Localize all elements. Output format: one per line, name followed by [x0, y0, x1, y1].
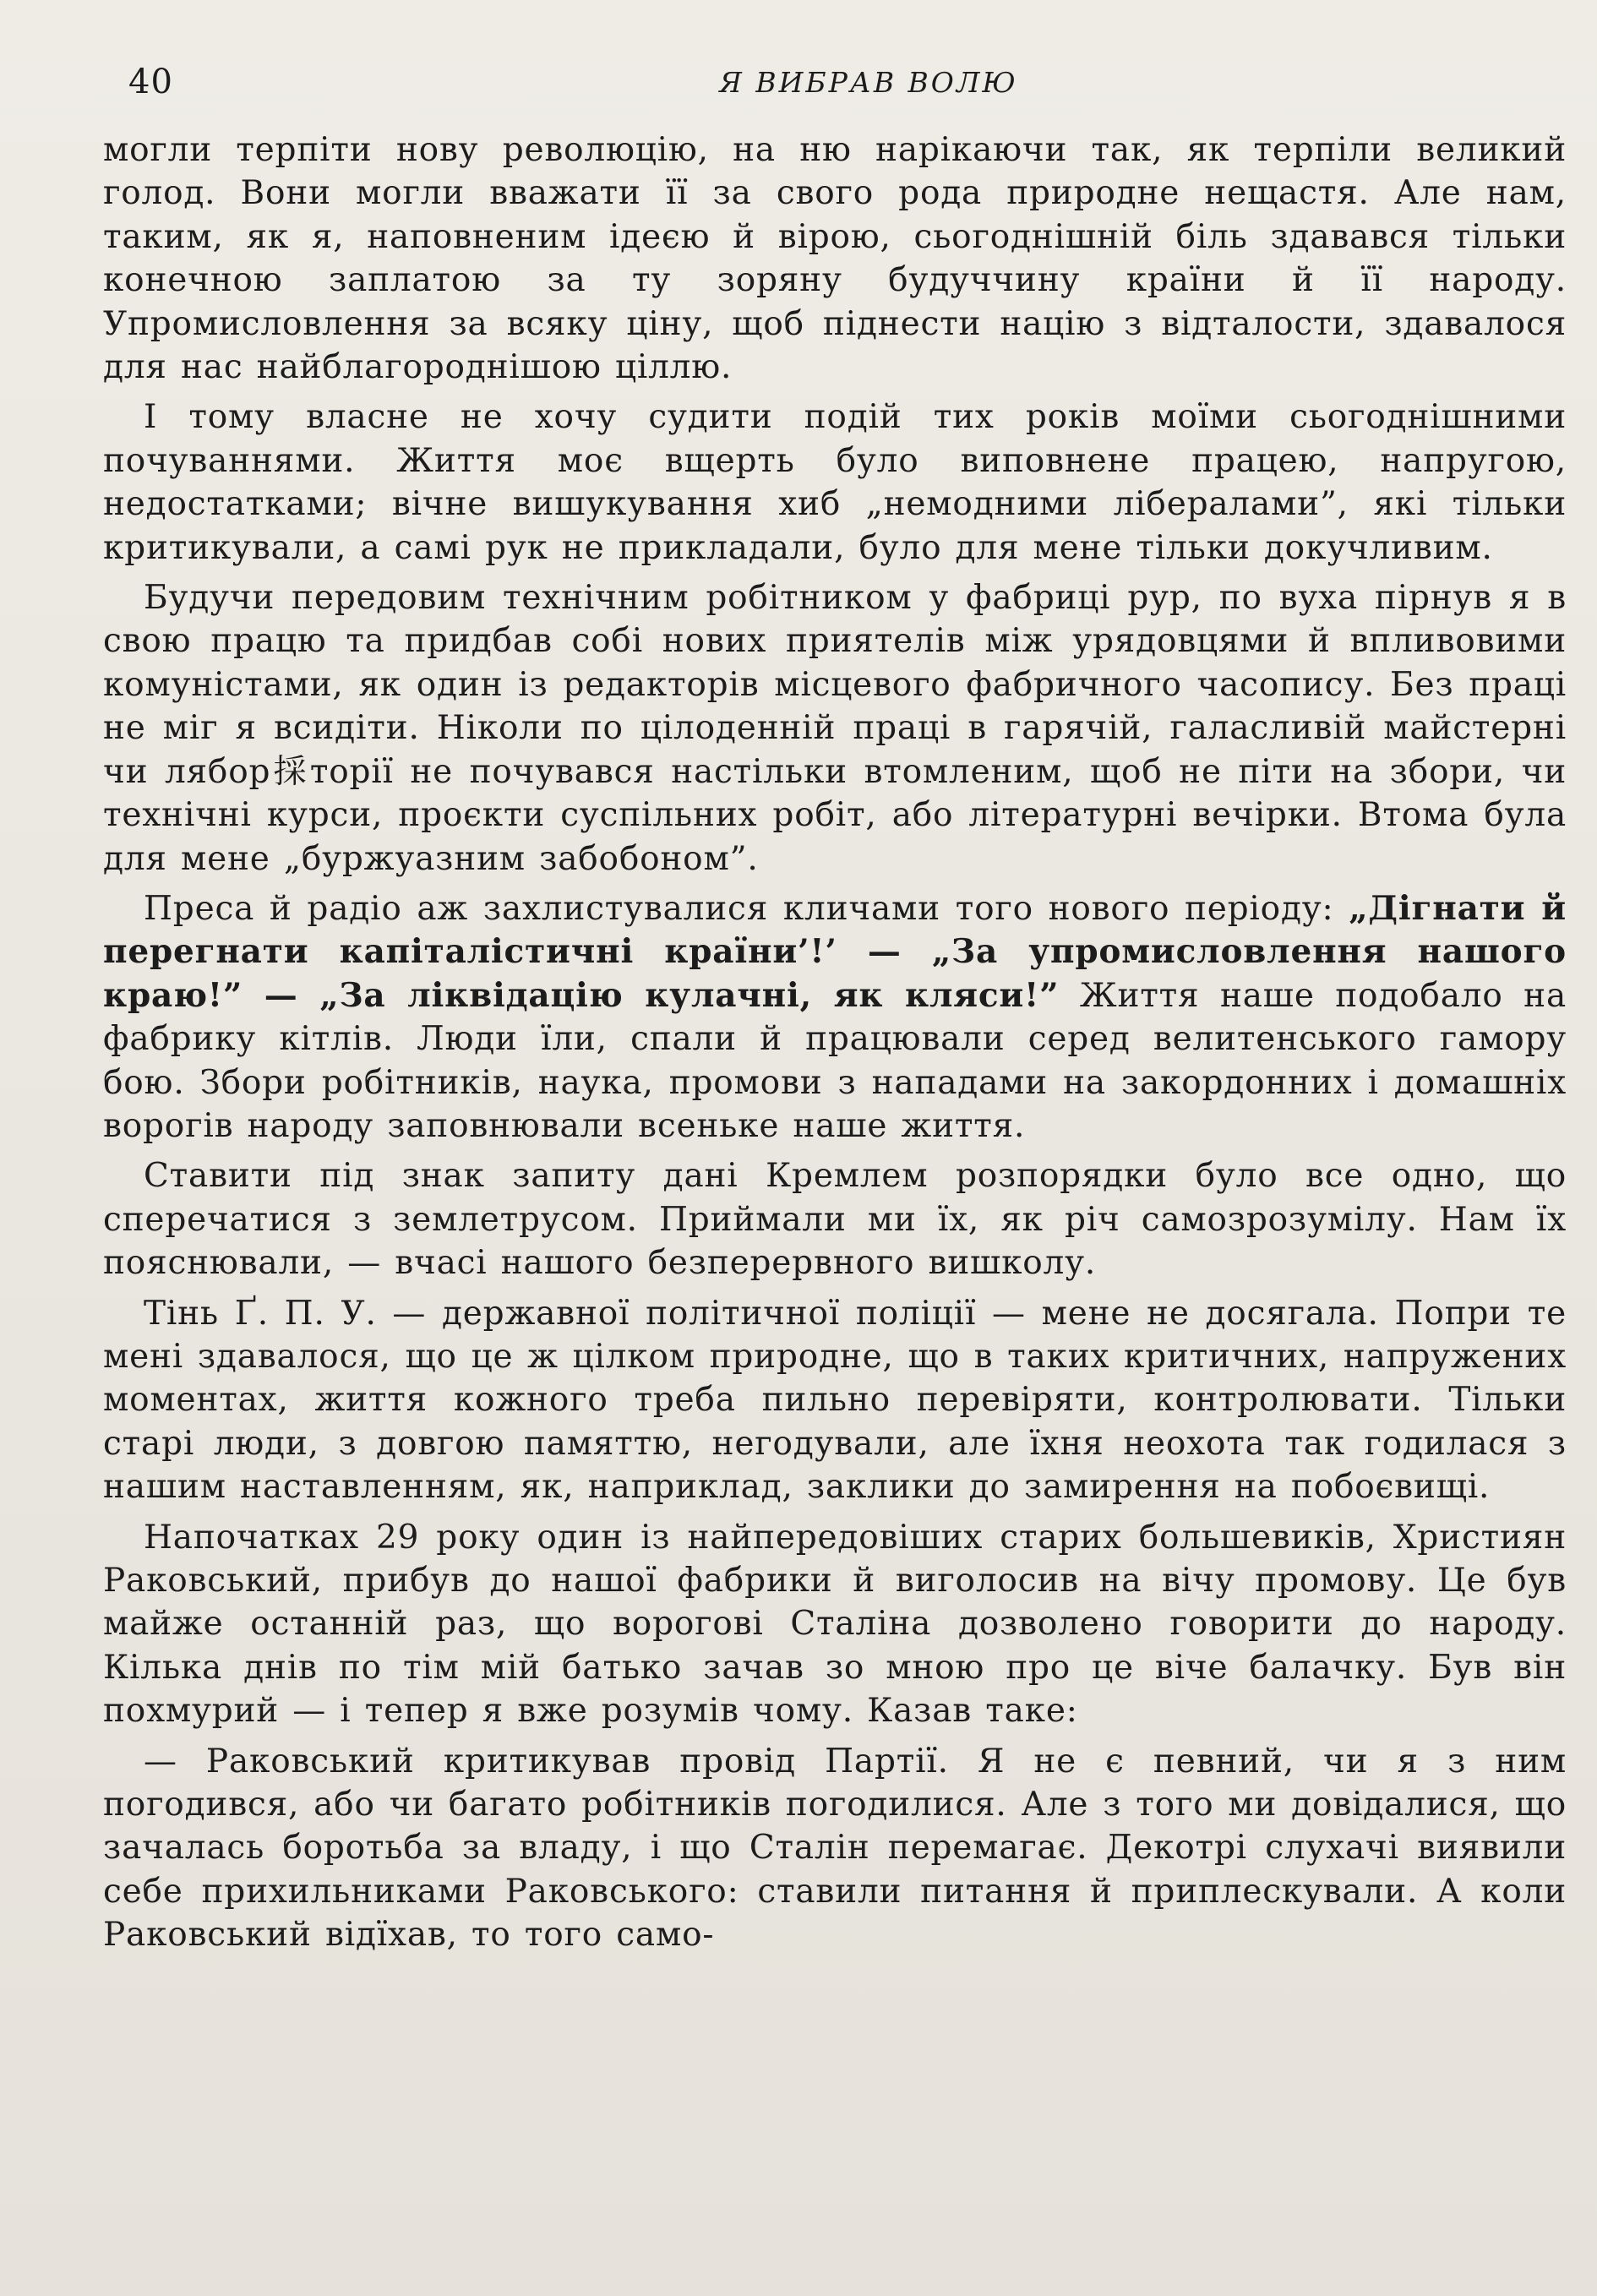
- paragraph: могли терпіти нову революцію, на ню нарікаючи так, як терпіли великий голод. Вони могли вважати її за свого рода природне нещастя. Але нам, таким, як я, наповненим ідеєю й вірою, сьогоднішній біль здавався тільки конечною заплатою за ту зоряну будуччину країни й її народу. Упромисловлення за всяку ціну, щоб піднести націю з відталости, здавалося для нас найблагороднішою ціллю.: [103, 131, 1567, 387]
- page-header: [103, 59, 1567, 110]
- paragraph: Тінь Ґ. П. У. — державної політичної поліції — мене не досягала. Попри те мені здавалося, що це ж цілком природне, що в таких критичних, напружених моментах, життя кожного треба пильно перевіряти, контролювати. Тільки старі люди, з довгою памяттю, негодували, але їхня неохота так годилася з нашим наставленням, як, наприклад, заклики до замирення на побоєвищі.: [103, 1294, 1567, 1507]
- paragraph: Напочатках 29 року один із найпередовіших старих большевиків, Християн Раковський, прибув до нашої фабрики й виголосив на вічу промову. Це був майже останній раз, що ворогові Сталіна дозволено говорити до народу. Кілька днів по тім мій батько зачав зо мною про це віче балачку. Був він похмурий — і тепер я вже розумів чому. Казав таке:: [103, 1518, 1567, 1731]
- paragraph: Ставити під знак запиту дані Кремлем розпорядки було все одно, що сперечатися з землетрусом. Приймали ми їх, як річ самозрозумілу. Нам їх пояснювали, — вчасі нашого безперервного вишколу.: [103, 1157, 1567, 1283]
- paragraph: І тому власне не хочу судити подій тих років моїми сьогоднішними почуваннями. Життя моє вщерть було виповнене працею, напругою, недостатками; вічне вишукування хиб „немодними лібералами”, які тільки критикували, а самі рук не прикладали, було для мене тільки докучливим.: [103, 398, 1567, 567]
- paragraph-text: Життя наше подобало на фабрику кітлів. Люди їли, спали й працювали серед велитенського гамору бою. Збори робітників, наука, промови з нападами на закордонних і домашніх ворогів народу заповнювали всеньке наше життя.: [103, 976, 1567, 1145]
- body-text: [103, 128, 1567, 1957]
- paragraph: [103, 887, 1567, 1148]
- running-title: Я ВИБРАВ ВОЛЮ: [719, 66, 1018, 99]
- bold-slogans: „Дігнати й перегнати капіталістичні країни’!’ — „За упромисловлення нашого краю!” — „За ліквідацію кулачні, як кляси!”: [103, 888, 1567, 1015]
- paragraph: — Раковський критикував провід Партії. Я не є певний, чи я з ним погодився, або чи багато робітників погодилися. Але з того ми довідалися, що зачалась боротьба за владу, і що Сталін перемагає. Декотрі слухачі виявили себе прихильниками Раковського: ставили питання й приплескували. А коли Раковський відїхав, то того само-: [103, 1742, 1567, 1955]
- paragraph: Будучи передовим технічним робітником у фабриці рур, по вуха пірнув я в свою працю та придбав собі нових приятелів між урядовцями й впливовими комуністами, як один із редакторів місцевого фабричного часопису. Без праці не міг я всидіти. Ніколи по цілоденній праці в гарячій, галасливій майстерні чи лябор採торії не почувався настільки втомленим, щоб не піти на збори, чи технічні курси, проєкти суспільних робіт, або літературні вечірки. Втома була для мене „буржуазним забобоном”.: [103, 579, 1567, 878]
- paragraph-text: Преса й радіо аж захлистувалися кличами того нового періоду:: [144, 889, 1349, 928]
- page-number: 40: [128, 63, 173, 101]
